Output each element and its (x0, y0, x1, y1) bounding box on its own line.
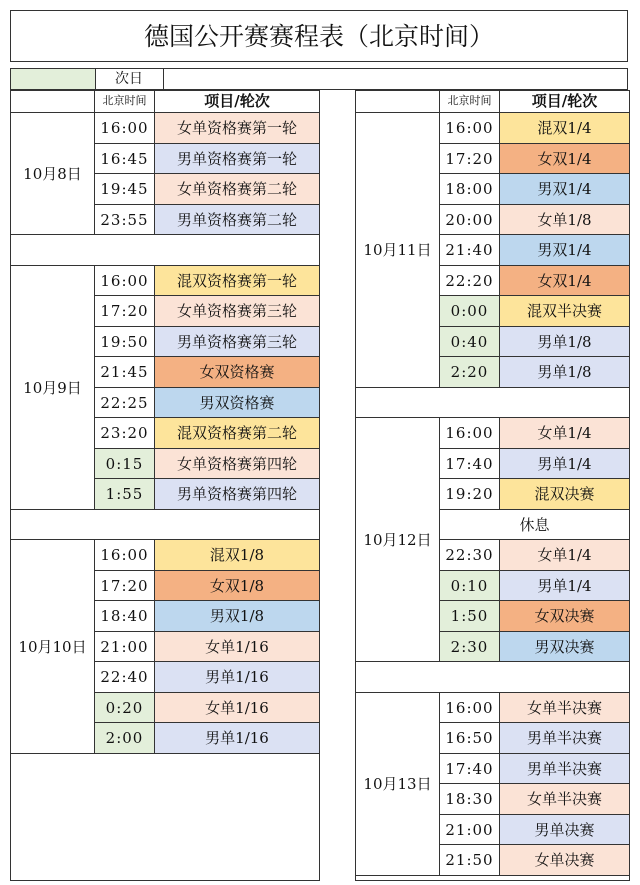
legend-label: 次日 (95, 69, 164, 89)
time-cell: 23:20 (95, 418, 155, 449)
time-cell: 21:40 (440, 235, 500, 266)
header-event: 项目/轮次 (155, 91, 319, 113)
header-event: 项目/轮次 (500, 91, 629, 113)
event-cell: 女单1/8 (500, 205, 629, 236)
event-cell: 女单资格赛第三轮 (155, 296, 319, 327)
event-cell: 女双1/4 (500, 144, 629, 175)
time-cell: 16:45 (95, 144, 155, 175)
event-cell: 男双1/4 (500, 174, 629, 205)
event-cell: 男单1/16 (155, 662, 319, 693)
event-cell: 女双1/8 (155, 571, 319, 602)
event-cell: 男单1/16 (155, 723, 319, 754)
time-cell: 0:10 (440, 571, 500, 602)
time-cell: 0:40 (440, 327, 500, 358)
event-cell: 混双资格赛第一轮 (155, 266, 319, 297)
day-separator (356, 662, 629, 693)
event-cell: 混双1/4 (500, 113, 629, 144)
header-date-blank (11, 91, 95, 113)
time-cell: 19:45 (95, 174, 155, 205)
time-cell: 23:55 (95, 205, 155, 236)
event-cell: 女单1/16 (155, 632, 319, 663)
time-cell: 19:50 (95, 327, 155, 358)
time-cell: 22:20 (440, 266, 500, 297)
time-cell: 22:25 (95, 388, 155, 419)
date-cell: 10月12日 (356, 418, 440, 662)
time-cell: 19:20 (440, 479, 500, 510)
time-cell: 22:40 (95, 662, 155, 693)
time-cell: 17:40 (440, 449, 500, 480)
event-cell: 男单决赛 (500, 815, 629, 846)
date-cell: 10月8日 (11, 113, 95, 235)
header-date-blank (356, 91, 440, 113)
time-cell: 18:40 (95, 601, 155, 632)
day-separator (11, 510, 319, 541)
event-cell: 男双资格赛 (155, 388, 319, 419)
page-title: 德国公开赛赛程表（北京时间） (10, 10, 628, 62)
event-cell: 男单半决赛 (500, 754, 629, 785)
event-cell: 男单资格赛第一轮 (155, 144, 319, 175)
date-cell: 10月10日 (11, 540, 95, 754)
event-cell: 男双决赛 (500, 632, 629, 663)
day-separator (11, 235, 319, 266)
time-cell: 0:15 (95, 449, 155, 480)
schedule-panel-left (10, 90, 320, 881)
time-cell: 16:00 (440, 113, 500, 144)
time-cell: 21:00 (440, 815, 500, 846)
day-separator (356, 388, 629, 419)
time-cell: 18:30 (440, 784, 500, 815)
event-cell: 混双1/8 (155, 540, 319, 571)
event-cell: 男单半决赛 (500, 723, 629, 754)
event-cell: 女双1/4 (500, 266, 629, 297)
date-cell: 10月9日 (11, 266, 95, 510)
schedule-panel-right (355, 90, 630, 881)
time-cell: 1:55 (95, 479, 155, 510)
time-cell: 17:20 (440, 144, 500, 175)
event-cell: 男双1/8 (155, 601, 319, 632)
time-cell: 16:00 (440, 418, 500, 449)
time-cell: 16:00 (95, 113, 155, 144)
date-cell: 10月13日 (356, 693, 440, 876)
event-cell: 女单1/16 (155, 693, 319, 724)
event-cell: 女双资格赛 (155, 357, 319, 388)
time-cell: 2:00 (95, 723, 155, 754)
event-cell: 男双1/4 (500, 235, 629, 266)
event-cell: 男单资格赛第二轮 (155, 205, 319, 236)
legend (10, 68, 628, 90)
event-cell: 混双决赛 (500, 479, 629, 510)
time-cell: 17:20 (95, 571, 155, 602)
time-cell: 17:40 (440, 754, 500, 785)
next-day-swatch (11, 69, 96, 89)
time-cell: 16:00 (95, 540, 155, 571)
time-cell: 2:30 (440, 632, 500, 663)
time-cell: 21:50 (440, 845, 500, 876)
time-cell: 20:00 (440, 205, 500, 236)
event-cell: 女单资格赛第二轮 (155, 174, 319, 205)
time-cell: 1:50 (440, 601, 500, 632)
event-cell: 混双资格赛第二轮 (155, 418, 319, 449)
event-cell: 女单1/4 (500, 418, 629, 449)
time-cell: 21:00 (95, 632, 155, 663)
event-cell: 女单资格赛第四轮 (155, 449, 319, 480)
time-cell: 22:30 (440, 540, 500, 571)
time-cell: 16:50 (440, 723, 500, 754)
event-cell: 女双决赛 (500, 601, 629, 632)
time-cell: 16:00 (95, 266, 155, 297)
event-cell: 男单1/4 (500, 571, 629, 602)
time-cell: 0:00 (440, 296, 500, 327)
time-cell: 17:20 (95, 296, 155, 327)
event-cell: 男单资格赛第四轮 (155, 479, 319, 510)
event-cell: 女单决赛 (500, 845, 629, 876)
event-cell: 男单1/4 (500, 449, 629, 480)
event-cell: 女单半决赛 (500, 784, 629, 815)
time-cell: 21:45 (95, 357, 155, 388)
event-cell: 男单1/8 (500, 327, 629, 358)
event-cell: 男单资格赛第三轮 (155, 327, 319, 358)
event-cell: 男单1/8 (500, 357, 629, 388)
event-cell: 女单半决赛 (500, 693, 629, 724)
time-cell: 16:00 (440, 693, 500, 724)
date-cell: 10月11日 (356, 113, 440, 388)
header-time: 北京时间 (95, 91, 155, 113)
time-cell: 0:20 (95, 693, 155, 724)
header-time: 北京时间 (440, 91, 500, 113)
event-cell: 女单资格赛第一轮 (155, 113, 319, 144)
event-cell: 女单1/4 (500, 540, 629, 571)
event-cell: 混双半决赛 (500, 296, 629, 327)
time-cell: 2:20 (440, 357, 500, 388)
time-cell: 18:00 (440, 174, 500, 205)
rest-cell: 休息 (440, 510, 629, 541)
